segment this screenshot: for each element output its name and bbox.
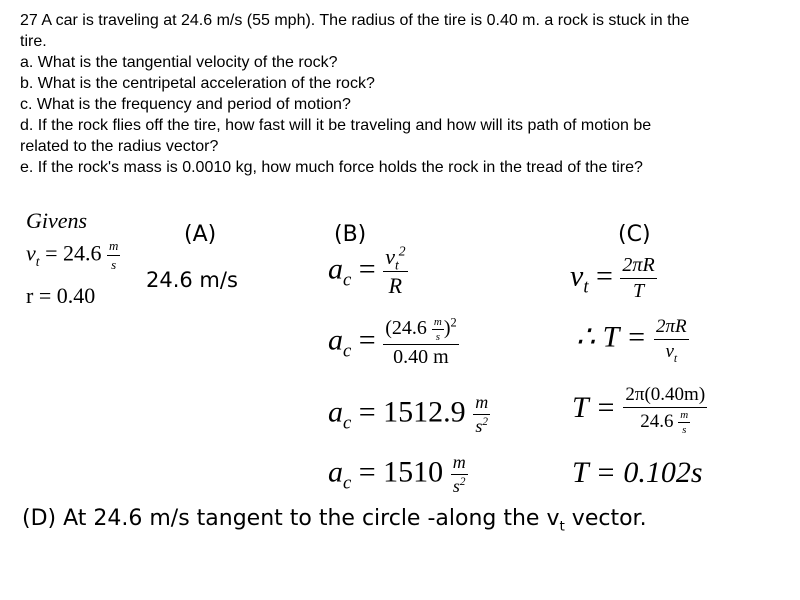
radius-symbol: R [383,271,407,299]
fraction-numerator: 2πR [655,316,687,337]
result-value: = 1510 [358,455,451,489]
fraction-numerator [383,244,407,271]
two-pi-r-over-v [654,316,689,363]
part-d-subscript: t [559,518,565,535]
givens-velocity [26,238,120,273]
period-rearranged [576,316,689,363]
unit-s: s [452,476,460,496]
problem-line-1: 27 A car is traveling at 24.6 m/s (55 mph). The radius of the tire is 0.40 m. a rock is stuck in the [20,12,690,29]
accel-subscript: c [343,269,352,291]
accel-symbol: a [328,455,343,489]
part-a-answer: 24.6 m/s [146,268,238,292]
period-substitution [572,384,707,436]
accel-symbol: a [328,252,343,286]
question-e: e. If the rock's mass is 0.0010 kg, how much force holds the rock in the tread of the tire? [20,159,643,176]
accel-symbol: a [328,395,343,429]
result-unit [473,392,490,437]
part-a-label: (A) [184,222,217,247]
t-subscript: t [583,276,589,298]
fraction-denominator: 0.40 m [383,344,459,369]
accel-subscript: c [343,472,352,494]
givens-title: Givens [26,208,88,233]
numerator-close: ) [443,317,451,340]
square-exponent: 2 [450,315,457,330]
numerator-open: (24.6 [385,317,432,340]
unit-numerator: m [433,316,442,328]
accel-symbol: a [328,323,343,357]
unit-numerator: m [108,238,119,253]
unit-numerator: m [680,409,689,421]
equals-sign: = [596,259,613,293]
square-exponent: 2 [398,243,406,259]
unit-numerator: m [475,392,489,412]
part-c-label: (C) [618,222,651,247]
t-subscript: t [673,351,678,365]
centripetal-result-rounded [328,452,468,497]
question-b: b. What is the centripetal acceleration of the rock? [20,75,375,92]
period-result: T = 0.102s [572,456,703,489]
velocity-subscript: t [35,253,40,269]
v-symbol: v [665,341,674,362]
result-unit [451,452,468,497]
fraction-numerator: 2πR [622,254,655,276]
v-squared-over-r [383,244,407,299]
part-b-label: (B) [334,222,367,247]
denominator-unit [678,409,690,436]
fraction-denominator: T [620,278,656,303]
velocity-value: = 24.6 [39,240,107,266]
fraction-numerator [383,316,459,344]
v-symbol: v [385,244,395,269]
velocity-symbol: v [26,240,36,266]
result-value: = 1512.9 [358,395,474,429]
unit-denominator: s [107,255,120,273]
unit-denominator [451,474,468,497]
problem-statement [20,10,689,178]
accel-subscript: c [343,340,352,362]
unit-s: s [475,416,483,436]
question-d-line-1: d. If the rock flies off the tire, how fast will it be traveling and how will its path of motion be [20,117,652,134]
equals-sign: = [358,323,376,357]
unit-denominator: s [432,329,444,343]
part-d-text-start: (D) At 24.6 m/s tangent to the circle -along the v [22,506,560,531]
question-d-line-2: related to the radius vector? [20,138,219,155]
t-subscript: t [394,257,399,273]
v-symbol: v [570,259,584,293]
accel-subscript: c [343,412,352,434]
denominator-value: 24.6 [640,410,679,432]
givens-radius: r = 0.40 [26,283,96,308]
velocity-unit [107,238,120,273]
therefore-t: ∴ T = [576,320,647,354]
unit-denominator: s [678,422,690,436]
two-pi-r-over-t [620,254,656,303]
velocity-period-formula [570,254,657,303]
equals-sign: = [358,252,376,286]
numerator-unit [432,316,444,343]
square-exponent: 2 [459,476,466,488]
fraction-denominator [623,407,707,436]
centripetal-substitution [328,316,459,369]
unit-numerator: m [452,452,466,472]
fraction-numerator: 2π(0.40m) [625,384,706,405]
fraction-denominator [654,339,689,363]
period-fraction [623,384,707,436]
centripetal-formula [328,244,408,299]
part-d-answer [22,506,647,535]
question-c: c. What is the frequency and period of motion? [20,96,351,113]
substituted-fraction [383,316,459,369]
unit-denominator [473,414,490,437]
question-a: a. What is the tangential velocity of the rock? [20,54,338,71]
period-symbol: T = [572,390,616,424]
centripetal-result-unrounded [328,392,490,437]
part-d-text-end: vector. [564,506,647,531]
problem-line-2: tire. [20,33,47,50]
square-exponent: 2 [482,416,488,428]
